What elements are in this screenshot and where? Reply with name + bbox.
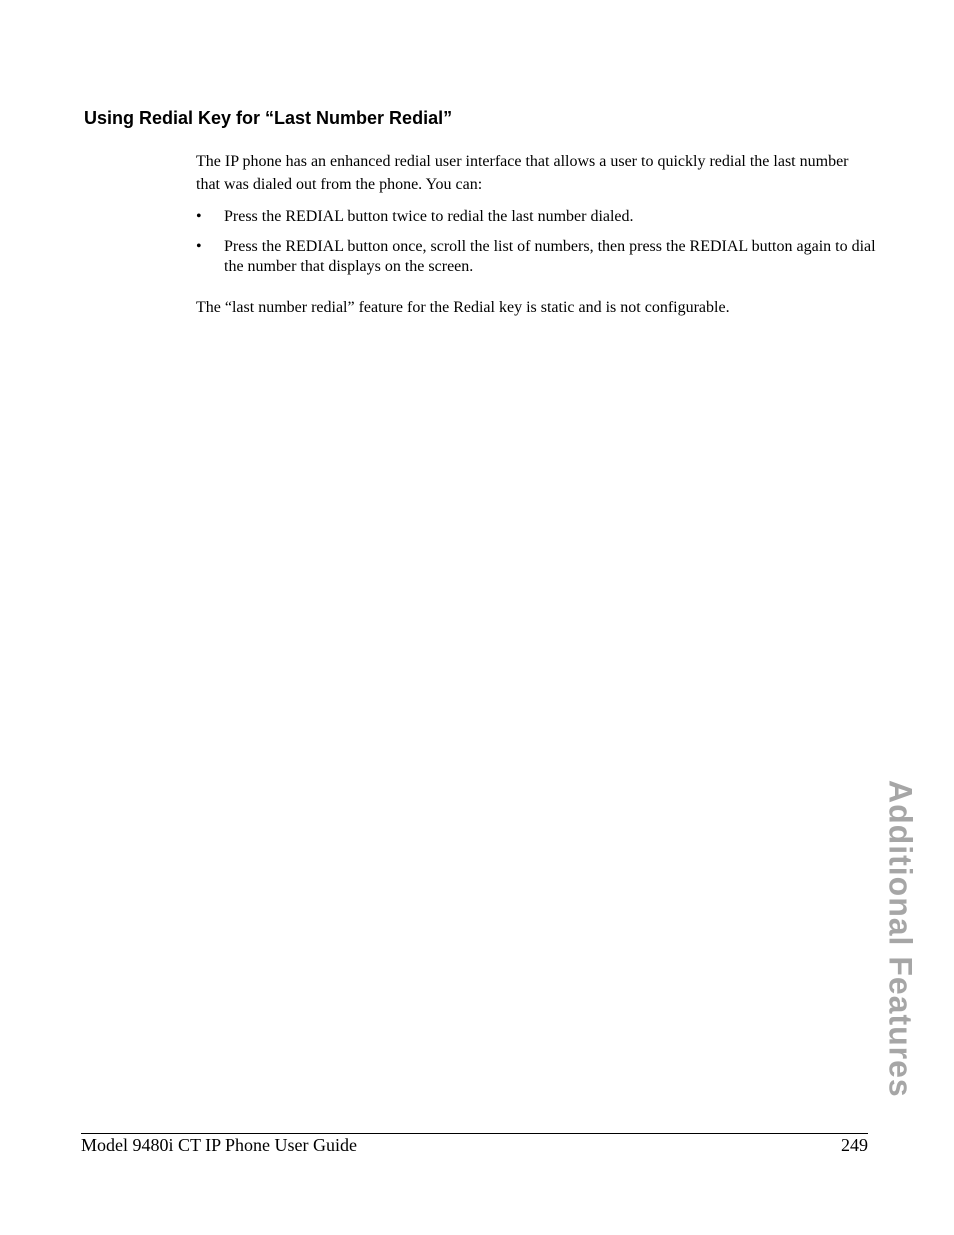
intro-paragraph: The IP phone has an enhanced redial user interface that allows a user to quickly redial the last number that was dialed out from the phone. You can: bbox=[196, 153, 849, 193]
list-item-text: Press the REDIAL button twice to redial the last number dialed. bbox=[224, 208, 634, 225]
list-item-text: Press the REDIAL button once, scroll the list of numbers, then press the REDIAL button again to dial the number that displays on the screen. bbox=[224, 238, 876, 275]
chapter-tab-label: Additional Features bbox=[882, 780, 919, 1098]
bullet-icon: • bbox=[196, 208, 202, 225]
footer-page-number: 249 bbox=[841, 1135, 868, 1155]
list-item bbox=[196, 207, 876, 227]
chapter-side-tab bbox=[880, 768, 920, 1110]
list-item bbox=[196, 237, 876, 277]
footer-guide-title: Model 9480i CT IP Phone User Guide bbox=[81, 1135, 357, 1155]
bullet-list bbox=[196, 207, 876, 287]
bullet-icon: • bbox=[196, 238, 202, 255]
section-heading: Using Redial Key for “Last Number Redial” bbox=[84, 108, 453, 128]
closing-paragraph: The “last number redial” feature for the Redial key is static and is not configurable. bbox=[196, 299, 730, 316]
